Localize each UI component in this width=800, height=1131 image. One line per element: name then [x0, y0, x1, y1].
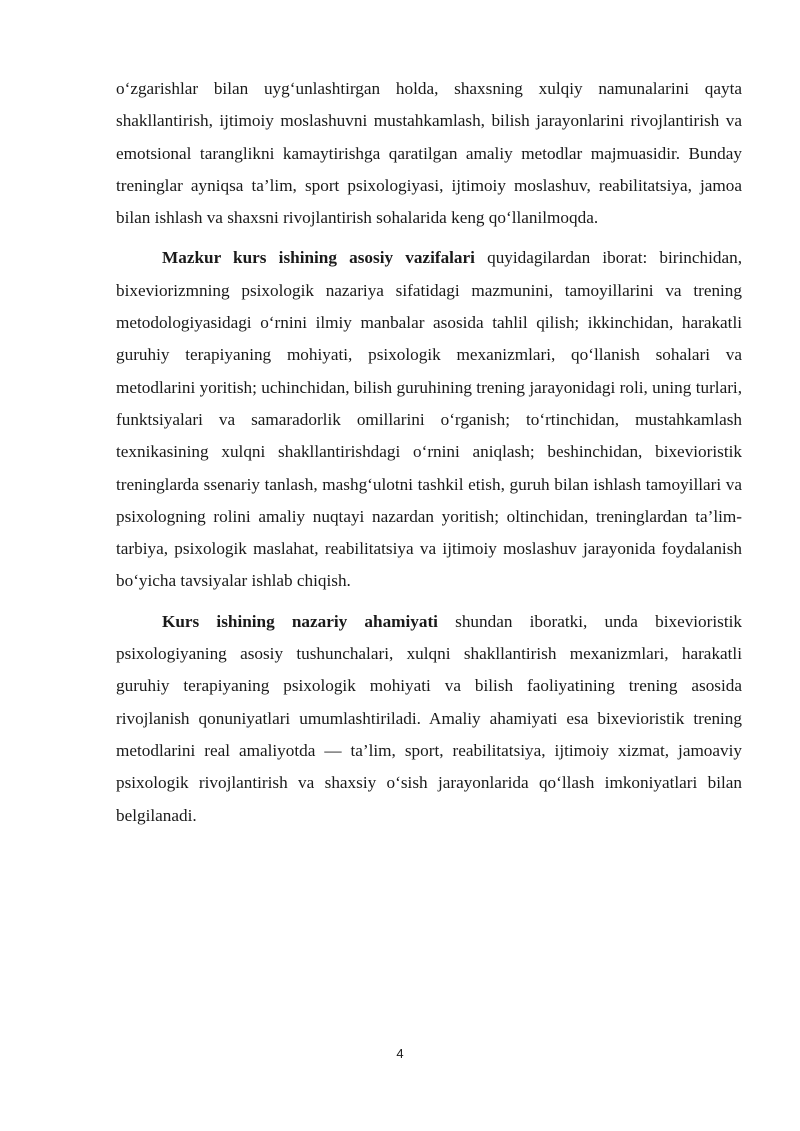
- paragraph-lead-heading: Kurs ishining nazariy ahamiyati: [162, 611, 438, 631]
- paragraph-course-tasks: [116, 242, 742, 597]
- paragraph-text: shundan iboratki, unda bixevioristik psixologiyaning asosiy tushunchalari, xulqni shakllantirish mexanizmlari, harakatli guruhiy terapiyaning psixologik mohiyati va bilish faoliyatining trening asosida rivojlanish qonuniyatlari umumlashtiriladi. Amaliy ahamiyati esa bixevioristik trening metodlarini real amaliyotda — ta’lim, sport, reabilitatsiya, ijtimoiy xizmat, jamoaviy psixologik rivojlantirish va shaxsiy o‘sish jarayonlarida qo‘llash imkoniyatlari bilan belgilanadi.: [116, 611, 742, 825]
- body-text: [116, 73, 742, 840]
- paragraph-lead-heading: Mazkur kurs ishining asosiy vazifalari: [162, 248, 475, 268]
- paragraph-theoretical-significance: [116, 606, 742, 832]
- paragraph-continuation: [116, 73, 742, 234]
- paragraph-text: o‘zgarishlar bilan uyg‘unlashtirgan holda, shaxsning xulqiy namunalarini qayta shakllantirish, ijtimoiy moslashuvni mustahkamlash, bilish jarayonlarini rivojlantirish va emotsional taranglikni kamaytirishga qaratilgan amaliy metodlar majmuasidir. Bunday treninglar ayniqsa ta’lim, sport psixologiyasi, ijtimoiy moslashuv, reabilitatsiya, jamoa bilan ishlash va shaxsni rivojlantirish sohalarida keng qo‘llanilmoqda.: [116, 79, 742, 228]
- paragraph-text: quyidagilardan iborat: birinchidan, bixeviorizmning psixologik nazariya sifatidagi mazmunini, tamoyillarini va trening metodologiyasidagi o‘rnini ilmiy manbalar asosida tahlil qilish; ikkinchidan, harakatli guruhiy terapiyaning mohiyati, psixologik mexanizmlari, qo‘llanish sohalari va metodlarini yoritish; uchinchidan, bilish guruhining trening jarayonidagi roli, uning turlari, funktsiyalari va samaradorlik omillarini o‘rganish; to‘rtinchidan, mustahkamlash texnikasining xulqni shakllantirishdagi o‘rnini aniqlash; beshinchidan, bixevioristik treninglarda ssenariy tanlash, mashg‘ulotni tashkil etish, guruh bilan ishlash tamoyillari va psixologning rolini amaliy nuqtayi nazardan yoritish; oltinchidan, treninglardan ta’lim-tarbiya, psixologik maslahat, reabilitatsiya va ijtimoiy moslashuv jarayonida foydalanish bo‘yicha tavsiyalar ishlab chiqish.: [116, 248, 743, 591]
- page-number: 4: [396, 1046, 404, 1061]
